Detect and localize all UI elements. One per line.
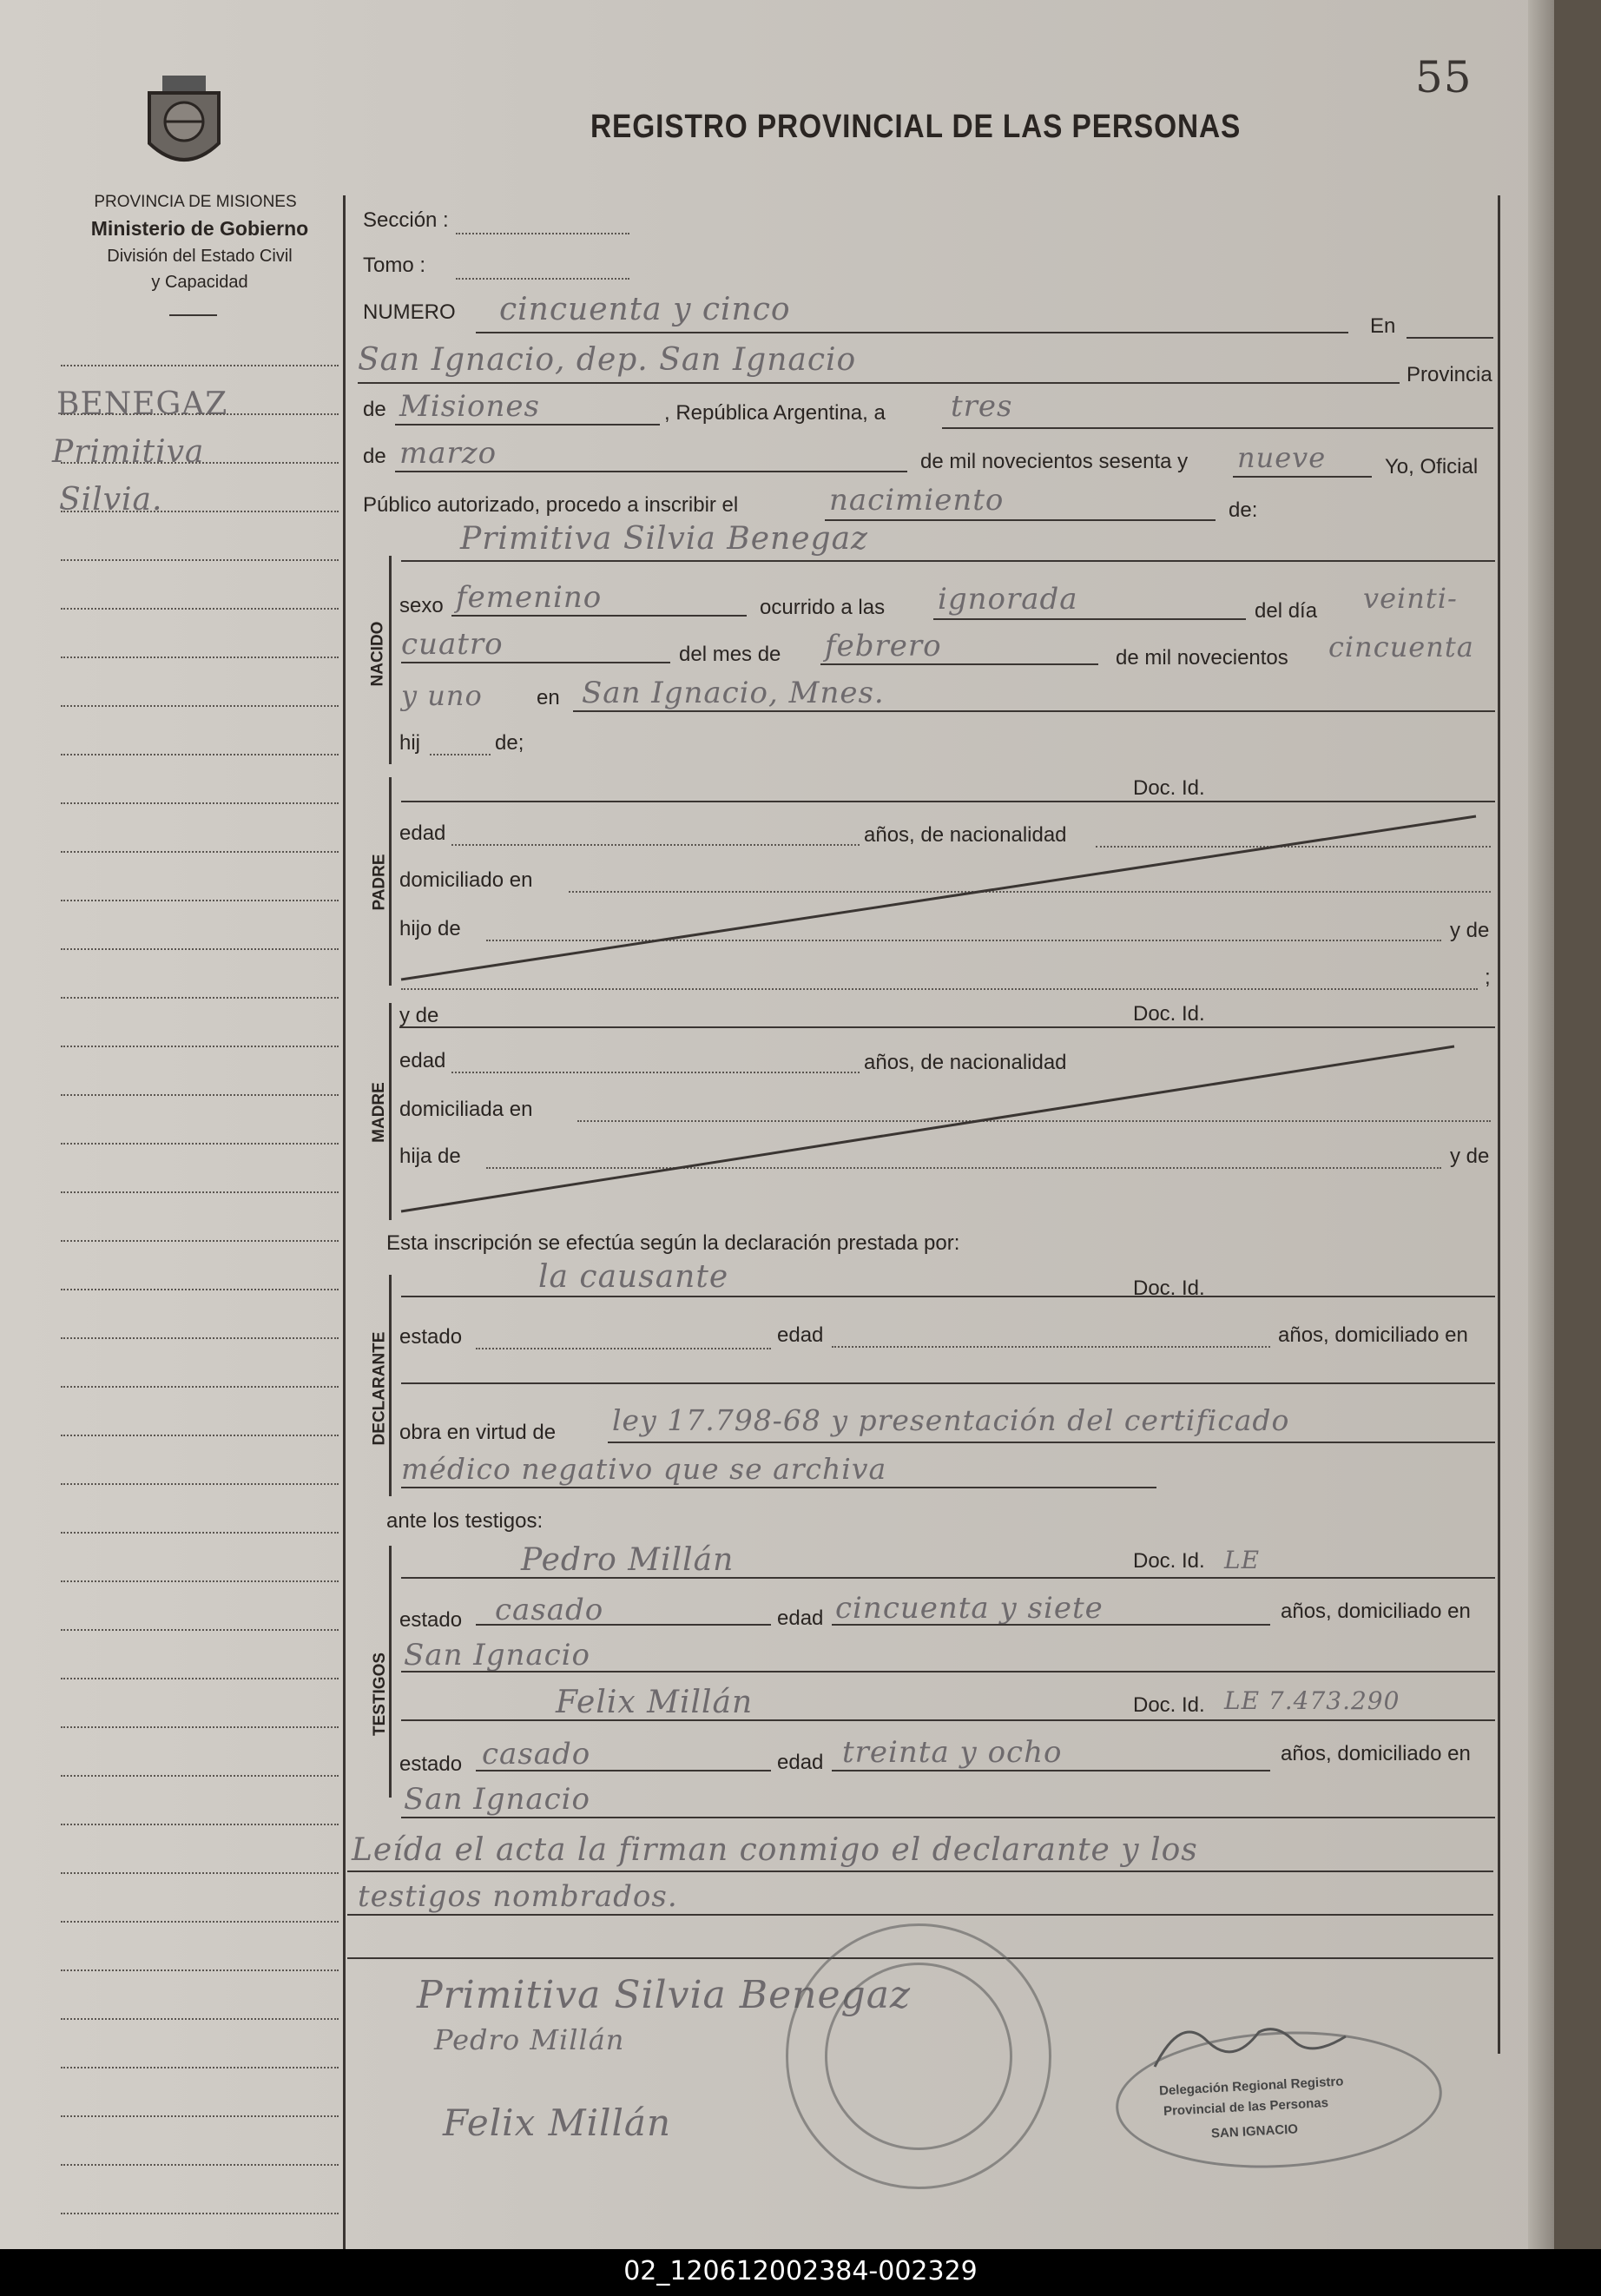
en-label-2: en xyxy=(537,686,560,709)
page-number: 55 xyxy=(1415,52,1473,102)
margin-row-line xyxy=(61,2115,339,2117)
testigo1-estado-label: estado xyxy=(399,1608,463,1632)
de-colon-label: de: xyxy=(1229,498,1258,522)
declarante-anos-label: años, domiciliado en xyxy=(1278,1323,1468,1347)
declarante-estado-label: estado xyxy=(399,1325,463,1349)
padre-edad-label: edad xyxy=(399,821,446,845)
yo-oficial-label: Yo, Oficial xyxy=(1385,455,1479,478)
margin-row-line xyxy=(61,1629,339,1631)
dia-nac-value-1: veinti- xyxy=(1363,582,1458,615)
margin-surname: BENEGAZ xyxy=(56,386,228,422)
stamp-line-3: SAN IGNACIO xyxy=(1210,2121,1299,2141)
lugar-nac-value: San Ignacio, Mnes. xyxy=(582,676,885,710)
stamp-line-1: Delegación Regional Registro xyxy=(1158,2074,1344,2099)
testigo1-nombre: Pedro Millán xyxy=(521,1542,735,1578)
declarante-edad-label: edad xyxy=(777,1323,824,1347)
margin-name-1: Primitiva xyxy=(52,434,205,470)
testigo2-estado: casado xyxy=(482,1737,591,1771)
stamp-line-2: Provincial de las Personas xyxy=(1163,2095,1329,2119)
de-mil-nov-label: de mil novecientos xyxy=(1116,646,1288,670)
del-dia-label: del día xyxy=(1255,599,1318,623)
padre-semicolon: ; xyxy=(1485,966,1491,989)
ante-testigos-label: ante los testigos: xyxy=(386,1509,544,1533)
testigo1-edad-label: edad xyxy=(777,1607,824,1630)
padre-section-label: PADRE xyxy=(370,854,389,911)
margin-row-line xyxy=(61,2067,339,2068)
mes-nac-value: febrero xyxy=(825,629,942,663)
nacido-section-label: NACIDO xyxy=(368,621,387,687)
provincia-label: Provincia xyxy=(1407,363,1492,386)
tomo-label: Tomo : xyxy=(363,254,426,277)
margin-row-line xyxy=(61,1532,339,1534)
margin-row-line xyxy=(61,2018,339,2020)
republica-label: , República Argentina, a xyxy=(664,401,886,425)
page-title: REGISTRO PROVINCIAL DE LAS PERSONAS xyxy=(590,109,1242,145)
dia-value: tres xyxy=(951,389,1013,424)
nombre-value: Primitiva Silvia Benegaz xyxy=(460,521,868,557)
madre-domicilio-label: domiciliada en xyxy=(399,1098,533,1121)
declarante-value: la causante xyxy=(538,1259,729,1295)
ocurrido-label: ocurrido a las xyxy=(760,596,886,619)
del-mes-label: del mes de xyxy=(679,643,781,666)
mes-value: marzo xyxy=(399,436,497,471)
testigo2-edad-label: edad xyxy=(777,1751,824,1774)
margin-row-line xyxy=(61,1483,339,1485)
margin-row-line xyxy=(61,2213,339,2214)
testigo2-estado-label: estado xyxy=(399,1752,463,1776)
hij-label: hij xyxy=(399,731,421,755)
official-signature xyxy=(1146,2006,1354,2075)
testigo2-dom: San Ignacio xyxy=(404,1782,591,1817)
madre-doc-label: Doc. Id. xyxy=(1133,1002,1205,1026)
de-label-2: de xyxy=(363,445,386,468)
declarante-doc-label: Doc. Id. xyxy=(1133,1277,1205,1300)
cierre-line-1: Leída el acta la firman conmigo el declarante y los xyxy=(352,1832,1198,1868)
firma-pedro: Pedro Millán xyxy=(434,2023,625,2056)
firma-felix: Felix Millán xyxy=(443,2101,671,2144)
madre-yde-label-2: y de xyxy=(1450,1145,1490,1168)
testigo1-edad: cincuenta y siete xyxy=(835,1591,1104,1626)
de-mil-label: de mil novecientos sesenta y xyxy=(920,450,1189,473)
declarante-section-label: DECLARANTE xyxy=(370,1331,389,1446)
padre-yde-label: y de xyxy=(1450,919,1490,942)
anio-value: nueve xyxy=(1237,441,1327,474)
testigo2-doc: LE 7.473.290 xyxy=(1224,1686,1400,1715)
margin-row-line xyxy=(61,1969,339,1971)
margin-row-line xyxy=(61,2164,339,2166)
seccion-label: Sección : xyxy=(363,208,449,232)
testigo1-doc-label: Doc. Id. xyxy=(1133,1549,1205,1573)
testigo1-estado: casado xyxy=(495,1593,604,1627)
sexo-value: femenino xyxy=(456,580,603,615)
margin-row-line xyxy=(61,1921,339,1923)
anio-nac-value-2: y uno xyxy=(401,679,483,712)
province-label: PROVINCIA DE MISIONES xyxy=(94,193,297,211)
dia-nac-value-2: cuatro xyxy=(401,627,504,662)
padre-hijo-label: hijo de xyxy=(399,917,461,940)
margin-name-2: Silvia. xyxy=(59,482,163,518)
madre-edad-label: edad xyxy=(399,1049,446,1072)
capacity-label: y Capacidad xyxy=(151,273,248,292)
madre-anos-label: años, de nacionalidad xyxy=(864,1051,1067,1074)
numero-value: cincuenta y cinco xyxy=(499,292,791,327)
division-label: División del Estado Civil xyxy=(107,247,293,266)
obra-virtud-label: obra en virtud de xyxy=(399,1421,557,1444)
margin-row-line xyxy=(61,1386,339,1388)
numero-label: NUMERO xyxy=(363,300,456,324)
margin-row-line xyxy=(61,1240,339,1242)
provincia-value: Misiones xyxy=(399,389,540,424)
en-label: En xyxy=(1370,314,1396,338)
lugar-value: San Ignacio, dep. San Ignacio xyxy=(358,342,857,378)
margin-row-line xyxy=(61,1872,339,1874)
margin-row-line xyxy=(61,1775,339,1777)
margin-row-line xyxy=(61,1678,339,1679)
margin-row-line xyxy=(61,1824,339,1825)
testigo1-anos-label: años, domiciliado en xyxy=(1281,1600,1471,1623)
testigo2-nombre: Felix Millán xyxy=(556,1685,754,1720)
padre-anos-label: años, de nacionalidad xyxy=(864,823,1067,847)
madre-yde-label: y de xyxy=(399,1004,439,1027)
acto-value: nacimiento xyxy=(829,483,1005,518)
round-seal-inner xyxy=(825,1963,1012,2150)
testigo2-edad: treinta y ocho xyxy=(842,1735,1063,1770)
esta-inscripcion-label: Esta inscripción se efectúa según la declaración prestada por: xyxy=(386,1231,960,1255)
margin-row-line xyxy=(61,1337,339,1339)
image-id-footer xyxy=(0,2249,1601,2296)
madre-hija-label: hija de xyxy=(399,1145,461,1168)
cierre-line-2: testigos nombrados. xyxy=(358,1879,678,1914)
testigo1-doc: LE xyxy=(1224,1546,1261,1574)
obra-value-2: médico negativo que se archiva xyxy=(401,1452,887,1486)
anio-nac-value-1: cincuenta xyxy=(1328,630,1474,663)
obra-value-1: ley 17.798-68 y presentación del certificado xyxy=(612,1403,1290,1437)
margin-row-line xyxy=(61,1289,339,1290)
sexo-label: sexo xyxy=(399,594,444,617)
margin-row-line xyxy=(61,1726,339,1728)
testigo2-anos-label: años, domiciliado en xyxy=(1281,1742,1471,1765)
padre-domicilio-label: domiciliado en xyxy=(399,868,533,892)
margin-row-line xyxy=(61,1580,339,1582)
padre-doc-label: Doc. Id. xyxy=(1133,776,1205,800)
hora-value: ignorada xyxy=(938,582,1078,617)
testigo2-doc-label: Doc. Id. xyxy=(1133,1693,1205,1717)
image-id-label: 02_120612002384-002329 xyxy=(623,2256,978,2286)
firma-primitiva: Primitiva Silvia Benegaz xyxy=(417,1973,912,2017)
de-semi-label: de; xyxy=(495,731,524,755)
publico-label: Público autorizado, procedo a inscribir el xyxy=(363,493,739,517)
testigo1-dom: San Ignacio xyxy=(404,1638,591,1673)
madre-section-label: MADRE xyxy=(369,1082,388,1143)
testigos-section-label: TESTIGOS xyxy=(371,1652,390,1737)
de-label-1: de xyxy=(363,398,386,421)
ministry-label: Ministerio de Gobierno xyxy=(90,217,309,240)
margin-row-line xyxy=(61,1435,339,1436)
